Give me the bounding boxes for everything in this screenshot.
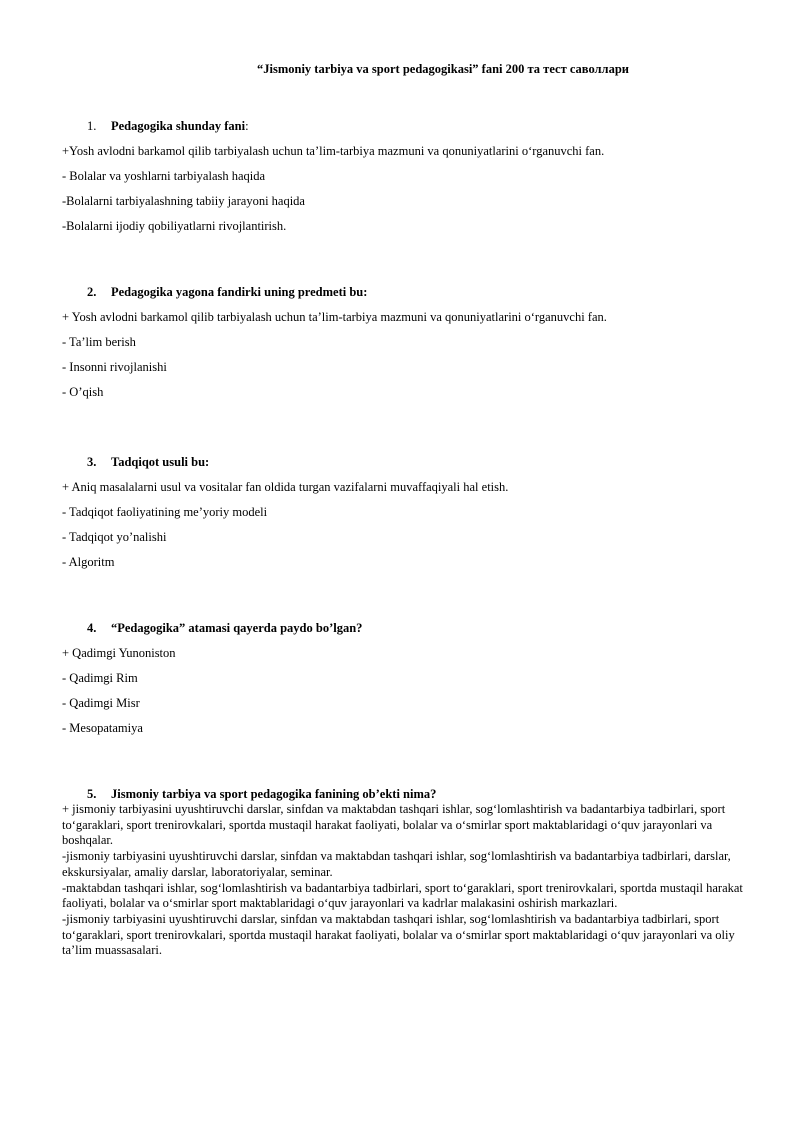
question-block	[62, 620, 762, 736]
question-text: Tadqiqot usuli bu:	[111, 455, 210, 469]
answer-option: + Aniq masalalarni usul va vositalar fan oldida turgan vazifalarni muvaffaqiyali hal etish.	[62, 480, 509, 494]
answer-option: + Qadimgi Yunoniston	[62, 646, 176, 660]
question-number: 5.	[87, 787, 97, 801]
document-title: “Jismoniy tarbiya va sport pedagogikasi” fani 200 та тест саволлари	[257, 62, 629, 76]
question-heading	[62, 118, 762, 134]
answer-option: -jismoniy tarbiyasini uyushtiruvchi darslar, sinfdan va maktabdan tashqari ishlar, sog‘lomlashtirish va badantarbiya tadbirlari, darslar, ekskursiyalar, amaliy darslar, laboratoriyalar, seminar.	[62, 849, 731, 879]
answer-option: -jismoniy tarbiyasini uyushtiruvchi darslar, sinfdan va maktabdan tashqari ishlar, sog‘lomlashtirish va badantarbiya tadbirlari, sport to‘garaklari, sport trenirovkalari, sportda mustaqil harakat faoliyati, bolalar va o‘smirlar sport maktablaridagi o‘quv jarayonlari va oliy ta’lim muassasalari.	[62, 911, 735, 958]
answer-option: + jismoniy tarbiyasini uyushtiruvchi darslar, sinfdan va maktabdan tashqari ishlar, sog‘lomlashtirish va badantarbiya tadbirlari, sport to‘garaklari, sport trenirovkalari, sportda mustaqil harakat faoliyati, bolalar va o‘smirlar sport maktablaridagi o‘quv jarayonlari va boshqalar.	[62, 802, 726, 848]
question-block	[62, 284, 762, 400]
question-block	[62, 454, 762, 570]
question-suffix: :	[245, 119, 249, 133]
answer-option: - Qadimgi Rim	[62, 671, 138, 685]
answer-option: - Algoritm	[62, 555, 115, 569]
question-text: Pedagogika shunday fani	[111, 119, 246, 133]
question-text: Jismoniy tarbiya va sport pedagogika fanining ob’ekti nima?	[111, 787, 437, 801]
answer-option: - Ta’lim berish	[62, 335, 136, 349]
question-heading	[62, 620, 762, 636]
answer-option: + Yosh avlodni barkamol qilib tarbiyalash uchun ta’lim-tarbiya mazmuni va qonuniyatlarini o‘rganuvchi fan.	[62, 310, 607, 324]
question-heading	[62, 786, 762, 802]
question-block	[62, 786, 762, 959]
question-block	[62, 118, 762, 234]
answer-option: - O’qish	[62, 385, 104, 399]
answer-option: - Bolalar va yoshlarni tarbiyalash haqida	[62, 169, 266, 183]
answer-option: - Mesopatamiya	[62, 721, 143, 735]
answer-option: -Bolalarni ijodiy qobiliyatlarni rivojlantirish.	[62, 219, 287, 233]
question-number: 3.	[87, 455, 97, 469]
answer-option: -Bolalarni tarbiyalashning tabiiy jarayoni haqida	[62, 194, 305, 208]
answer-option: +Yosh avlodni barkamol qilib tarbiyalash uchun ta’lim-tarbiya mazmuni va qonuniyatlarini o‘rganuvchi fan.	[62, 144, 605, 158]
answer-option: - Qadimgi Misr	[62, 696, 140, 710]
answer-option: - Tadqiqot faoliyatining me’yoriy modeli	[62, 505, 268, 519]
question-heading	[62, 454, 762, 470]
question-heading	[62, 284, 762, 300]
answer-option: -maktabdan tashqari ishlar, sog‘lomlashtirish va badantarbiya tadbirlari, sport to‘garaklari, sport trenirovkalari, sportda mustaqil harakat faoliyati, bolalar va o‘smirlar sport maktablaridagi o‘quv jarayonlari va kadrlar malakasini oshirish markazlari.	[62, 880, 743, 911]
question-number: 2.	[87, 285, 97, 299]
question-number: 1.	[87, 119, 97, 133]
question-number: 4.	[87, 621, 97, 635]
answer-option: - Tadqiqot yo’nalishi	[62, 530, 167, 544]
question-text: Pedagogika yagona fandirki uning predmeti bu:	[111, 285, 368, 299]
answer-option: - Insonni rivojlanishi	[62, 360, 167, 374]
question-text: “Pedagogika” atamasi qayerda paydo bo’lgan?	[111, 621, 363, 635]
